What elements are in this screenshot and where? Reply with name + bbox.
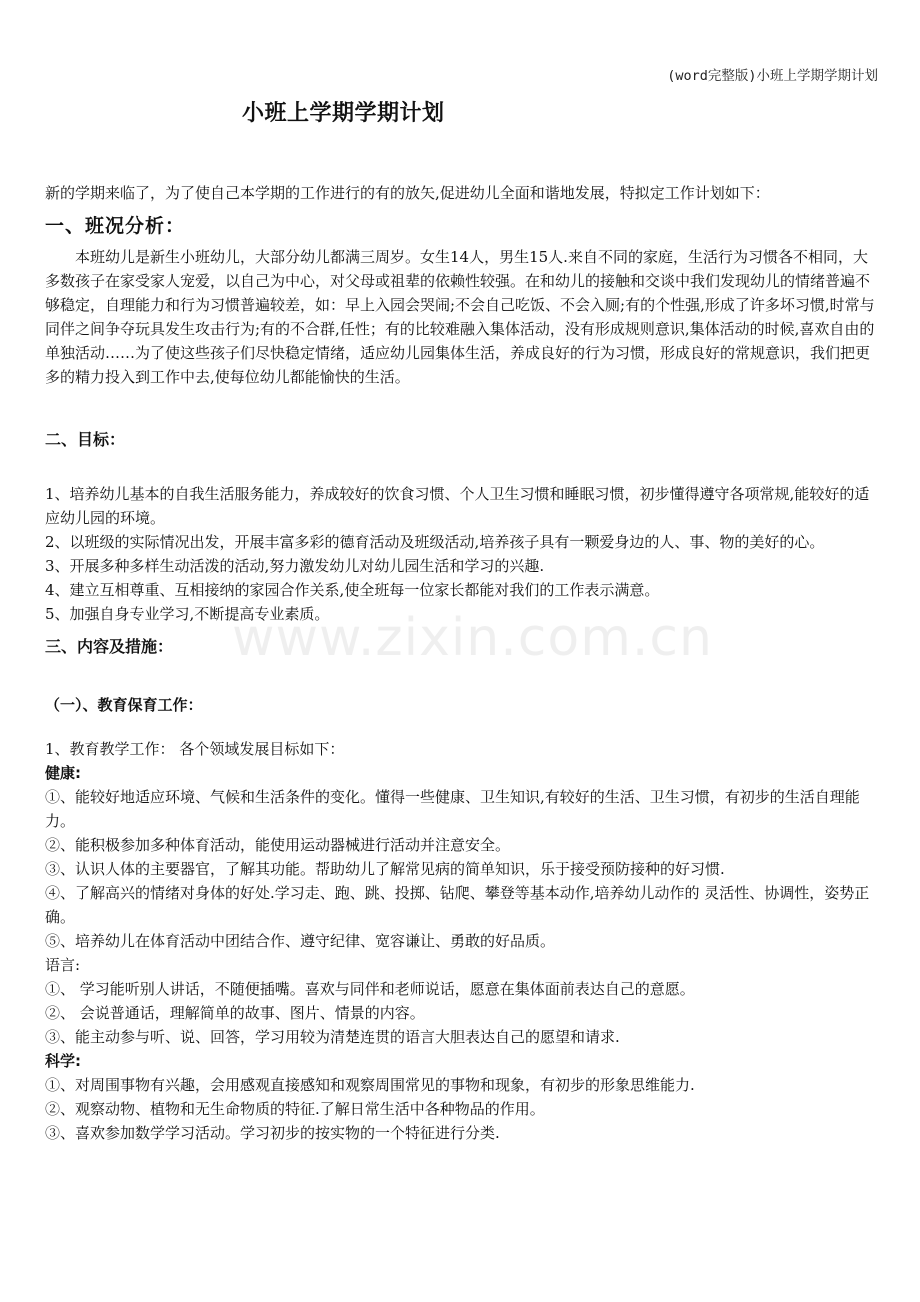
- science-item: ②、观察动物、植物和无生命物质的特征.了解日常生活中各种物品的作用。: [45, 1100, 545, 1118]
- section1-paragraph: 本班幼儿是新生小班幼儿，大部分幼儿都满三周岁。女生14人，男生15人.来自不同的家庭，生活行为习惯各不相同，大多数孩子在家受家人宠爱，以自己为中心，对父母或祖辈的依赖性较强。在和幼儿的接触和交谈中我们发现幼儿的情绪普遍不够稳定，自理能力和行为习惯普遍较差，如：早上入园会哭闹;不会自己吃饭、不会入厕;有的个性强,形成了许多坏习惯,时常与同伴之间争夺玩具发生攻击行为;有的不合群,任性；有的比较难融入集体活动，没有形成规则意识,集体活动的时候,喜欢自由的单独活动……为了使这些孩子们尽快稳定情绪，适应幼儿园集体生活，养成良好的行为习惯，形成良好的常规意识，我们把更多的精力投入到工作中去,使每位幼儿都能愉快的生活。: [45, 248, 875, 386]
- section3-subheading: （一）、教育保育工作：: [45, 696, 203, 714]
- intro-paragraph: 新的学期来临了，为了使自己本学期的工作进行的有的放矢,促进幼儿全面和谐地发展，特拟定工作计划如下：: [45, 184, 770, 202]
- goal-item: 1、培养幼儿基本的自我生活服务能力，养成较好的饮食习惯、个人卫生习惯和睡眠习惯，初步懂得遵守各项常规,能较好的适应幼儿园的环境。: [45, 485, 870, 527]
- header-note: (word完整版)小班上学期学期计划: [667, 68, 878, 84]
- goals-list: [45, 482, 880, 626]
- health-label: 健康:: [45, 764, 81, 782]
- teaching-line: 1、教育教学工作： 各个领域发展目标如下：: [45, 740, 345, 758]
- section2-heading: 二、目标：: [45, 430, 126, 449]
- document-body: [45, 181, 880, 1145]
- goal-item: 2、以班级的实际情况出发，开展丰富多彩的德育活动及班级活动,培养孩子具有一颗爱身边的人、事、物的美好的心。: [45, 533, 825, 551]
- language-item: ②、 会说普通话，理解简单的故事、图片、情景的内容。: [45, 1004, 425, 1022]
- health-item: ③、认识人体的主要器官，了解其功能。帮助幼儿了解常见病的简单知识，乐于接受预防接种的好习惯.: [45, 860, 725, 878]
- watermark: www.zixin.com.cn: [232, 608, 713, 668]
- section1-heading: 一、班况分析：: [45, 215, 186, 237]
- language-item: ③、能主动参与听、说、回答，学习用较为清楚连贯的语言大胆表达自己的愿望和请求.: [45, 1028, 620, 1046]
- science-label: 科学:: [45, 1052, 81, 1070]
- language-item: ①、 学习能听别人讲话，不随便插嘴。喜欢与同伴和老师说话，愿意在集体面前表达自己的意愿。: [45, 980, 695, 998]
- goal-item: 4、建立互相尊重、互相接纳的家园合作关系,使全班每一位家长都能对我们的工作表示满意。: [45, 581, 660, 599]
- language-label: 语言:: [45, 956, 81, 974]
- health-item: ⑤、培养幼儿在体育活动中团结合作、遵守纪律、宽容谦让、勇敢的好品质。: [45, 932, 556, 950]
- goal-item: 3、开展多种多样生动活泼的活动,努力激发幼儿对幼儿园生活和学习的兴趣.: [45, 557, 545, 575]
- health-item: ④、了解高兴的情绪对身体的好处.学习走、跑、跳、投掷、钻爬、攀登等基本动作,培养幼儿动作的 灵活性、协调性，姿势正确。: [45, 884, 870, 926]
- science-item: ①、对周围事物有兴趣，会用感观直接感知和观察周围常见的事物和现象，有初步的形象思维能力.: [45, 1076, 695, 1094]
- page-title: 小班上学期学期计划: [242, 101, 445, 126]
- science-item: ③、喜欢参加数学学习活动。学习初步的按实物的一个特征进行分类.: [45, 1124, 500, 1142]
- health-item: ②、能积极参加多种体育活动，能使用运动器械进行活动并注意安全。: [45, 836, 511, 854]
- health-item: ①、能较好地适应环境、气候和生活条件的变化。懂得一些健康、卫生知识,有较好的生活、卫生习惯，有初步的生活自理能力。: [45, 788, 860, 830]
- section3-heading: 三、内容及措施：: [45, 637, 174, 656]
- goal-item: 5、加强自身专业学习,不断提高专业素质。: [45, 605, 330, 623]
